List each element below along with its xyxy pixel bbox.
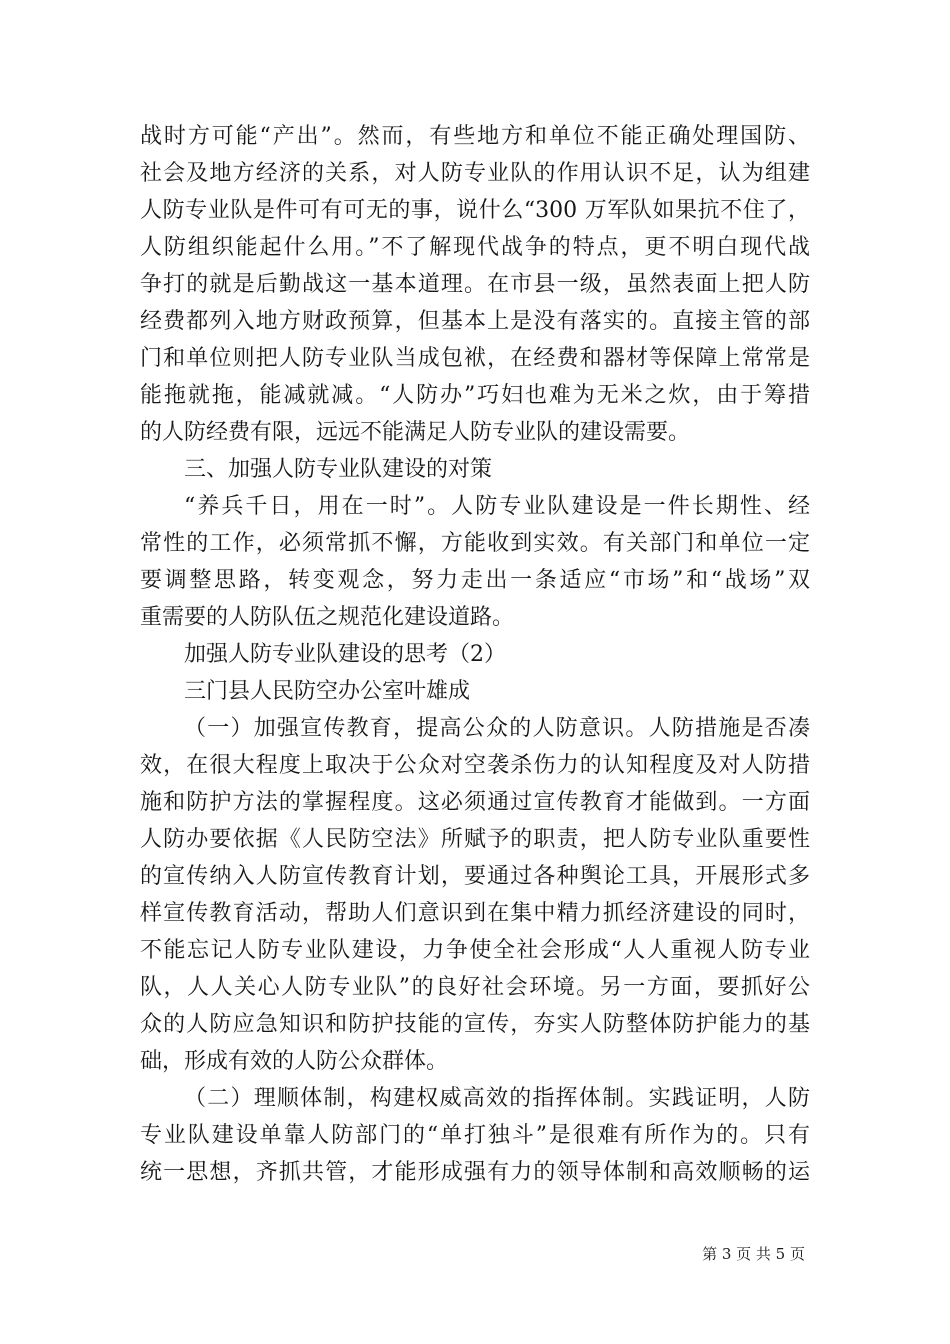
text-line: 样宣传教育活动，帮助人们意识到在集中精力抓经济建设的同时，: [140, 901, 810, 926]
section-heading: 三、加强人防专业队建设的对策: [184, 457, 493, 482]
text-line: （二）理顺体制，构建权威高效的指挥体制。实践证明，人防: [184, 1086, 810, 1111]
paragraph: [140, 1080, 810, 1191]
document-body: [140, 118, 810, 1191]
paragraph: [140, 118, 810, 451]
text-line: 的人防经费有限，远远不能满足人防专业队的建设需要。: [140, 420, 691, 445]
text-line: 础，形成有效的人防公众群体。: [140, 1049, 449, 1074]
text-line: 战时方可能“产出”。然而，有些地方和单位不能正确处理国防、: [140, 124, 810, 149]
paragraph: [140, 710, 810, 1080]
text-line: 不能忘记人防专业队建设，力争使全社会形成“人人重视人防专业: [140, 938, 810, 963]
text-line: 常性的工作，必须常抓不懈，方能收到实效。有关部门和单位一定: [140, 531, 810, 556]
paragraph: [140, 488, 810, 636]
text-line: 人防办要依据《人民防空法》所赋予的职责，把人防专业队重要性: [140, 827, 810, 852]
text-line: 统一思想，齐抓共管，才能形成强有力的领导体制和高效顺畅的运: [140, 1160, 810, 1185]
text-line: “养兵千日，用在一时”。人防专业队建设是一件长期性、经: [184, 494, 810, 519]
paragraph: [140, 673, 810, 710]
text-line: 专业队建设单靠人防部门的“单打独斗”是很难有所作为的。只有: [140, 1123, 810, 1148]
text-line: 重需要的人防队伍之规范化建设道路。: [140, 605, 515, 630]
paragraph: [140, 451, 810, 488]
text-line: 效，在很大程度上取决于公众对空袭杀伤力的认知程度及对人防措: [140, 753, 810, 778]
text-line: 众的人防应急知识和防护技能的宣传，夯实人防整体防护能力的基: [140, 1012, 810, 1037]
paragraph: [140, 636, 810, 673]
text-line: 要调整思路，转变观念，努力走出一条适应“市场”和“战场”双: [140, 568, 810, 593]
text-line: 队，人人关心人防专业队”的良好社会环境。另一方面，要抓好公: [140, 975, 810, 1000]
text-line: 的宣传纳入人防宣传教育计划，要通过各种舆论工具，开展形式多: [140, 864, 810, 889]
text-line: 门和单位则把人防专业队当成包袱，在经费和器材等保障上常常是: [140, 346, 810, 371]
author-line: 三门县人民防空办公室叶雄成: [184, 679, 471, 704]
text-line: 社会及地方经济的关系，对人防专业队的作用认识不足，认为组建: [140, 161, 810, 186]
text-line: 人防组织能起什么用。”不了解现代战争的特点，更不明白现代战: [140, 235, 810, 260]
text-line: 争打的就是后勤战这一基本道理。在市县一级，虽然表面上把人防: [140, 272, 810, 297]
text-line: 经费都列入地方财政预算，但基本上是没有落实的。直接主管的部: [140, 309, 810, 334]
text-line: （一）加强宣传教育，提高公众的人防意识。人防措施是否凑: [184, 716, 810, 741]
page-footer: [702, 1245, 805, 1263]
article-subtitle: 加强人防专业队建设的思考（2）: [184, 642, 506, 667]
text-line: 施和防护方法的掌握程度。这必须通过宣传教育才能做到。一方面: [140, 790, 810, 815]
text-line: 人防专业队是件可有可无的事，说什么“300 万军队如果抗不住了，: [140, 198, 810, 223]
page-number-text: 第 3 页 共 5 页: [702, 1245, 805, 1263]
text-line: 能拖就拖，能减就减。“人防办”巧妇也难为无米之炊，由于筹措: [140, 383, 810, 408]
